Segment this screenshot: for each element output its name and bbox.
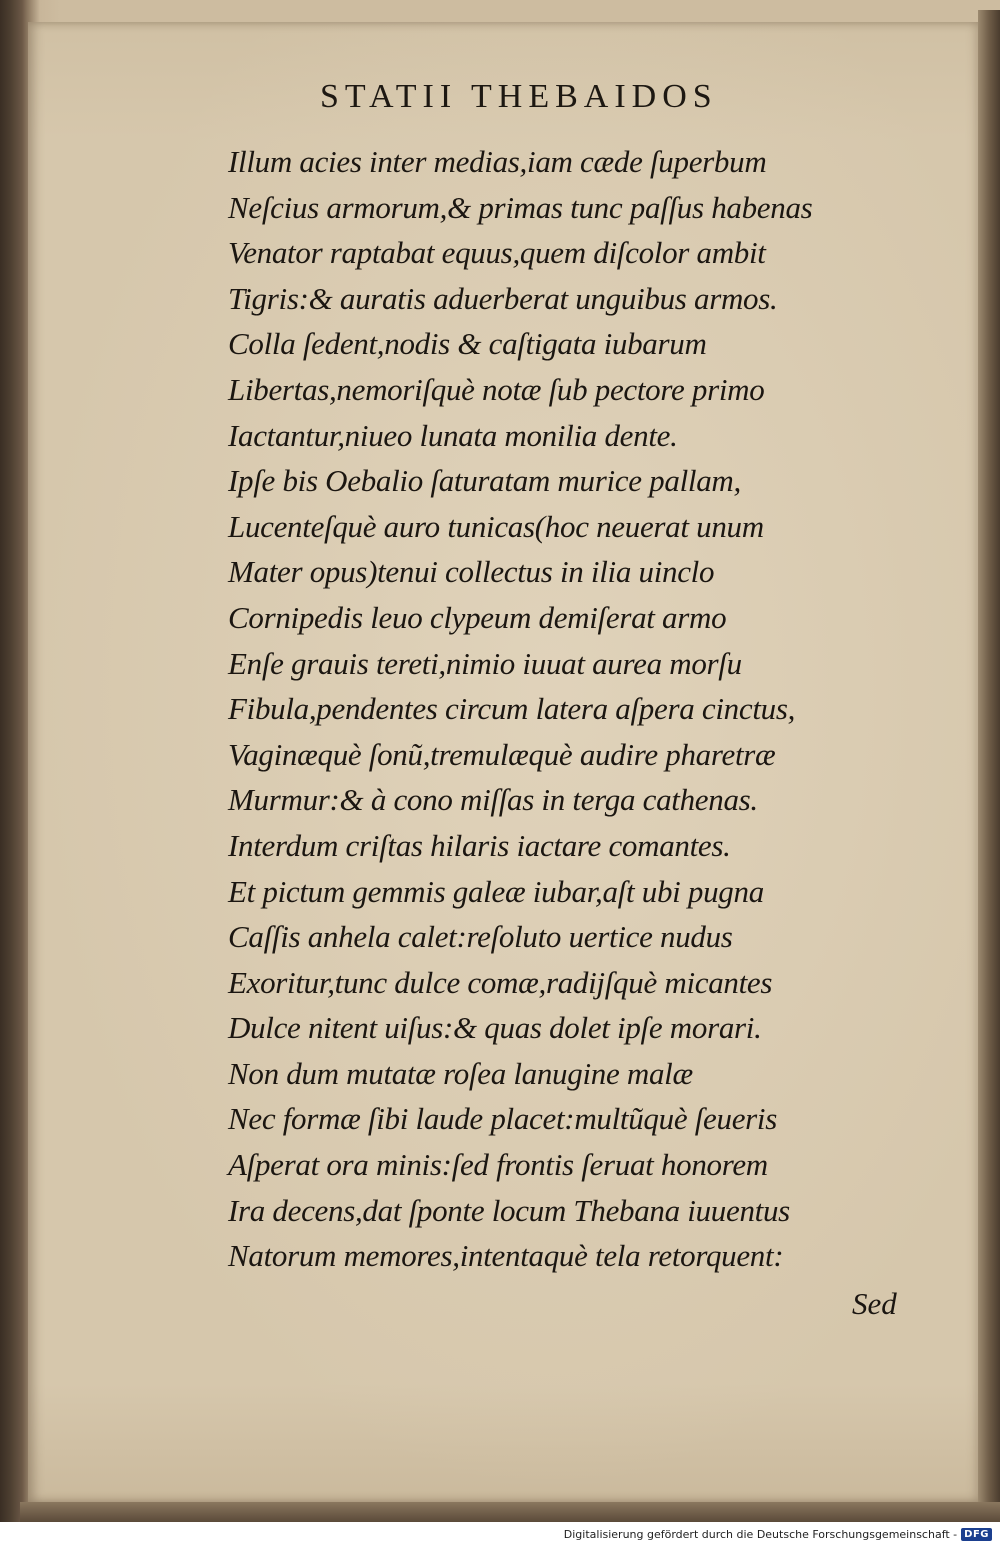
- verse-line: Exoritur,tunc dulce comæ,radijſquè micantes: [228, 964, 773, 1000]
- verse-line: Natorum memores,intentaquè tela retorquent:: [228, 1238, 784, 1274]
- verse-line: Fibula,pendentes circum latera aſpera cinctus,: [228, 691, 796, 727]
- footer-credit: Digitalisierung gefördert durch die Deutsche Forschungsgemeinschaft -: [563, 1527, 958, 1541]
- verse-line: Lucenteſquè auro tunicas(hoc neuerat unum: [228, 508, 764, 544]
- running-title: STATII THEBAIDOS: [320, 78, 718, 115]
- verse-line: Dulce nitent uiſus:& quas dolet ipſe morari.: [228, 1010, 762, 1046]
- verse-line: Aſperat ora minis:ſed frontis ſeruat honorem: [228, 1147, 768, 1183]
- verse-line: Illum acies inter medias,iam cæde ſuperbum: [228, 144, 767, 179]
- verse-line: Neſcius armorum,& primas tunc paſſus habenas: [228, 189, 813, 225]
- verse-line: Tigris:& auratis aduerberat unguibus armos.: [228, 280, 778, 316]
- verse-line: Libertas,nemoriſquè notæ ſub pectore primo: [228, 371, 765, 407]
- page-edge-bottom: [20, 1502, 1000, 1522]
- verse-line: Colla ſedent,nodis & caſtigata iubarum: [228, 326, 707, 362]
- digitization-footer: [564, 1526, 992, 1542]
- verse-line: Vaginæquè ſonũ,tremulæquè audire pharetræ: [228, 736, 776, 772]
- verse-line: Et pictum gemmis galeæ iubar,aſt ubi pugna: [228, 873, 764, 909]
- verse-line: Non dum mutatæ roſea lanugine malæ: [228, 1055, 693, 1091]
- verse-line: Enſe grauis tereti,nimio iuuat aurea morſu: [228, 645, 742, 681]
- verse-line: Iactantur,niueo lunata monilia dente.: [228, 417, 678, 453]
- verse-line: Venator raptabat equus,quem diſcolor ambit: [228, 235, 766, 271]
- catchword: Sed: [852, 1286, 897, 1321]
- verse-line: Mater opus)tenui collectus in ilia uinclo: [228, 554, 715, 590]
- verse-line: Ipſe bis Oebalio ſaturatam murice pallam,: [228, 463, 741, 499]
- verse-line: Cornipedis leuo clypeum demiſerat armo: [228, 599, 727, 635]
- verse-line: Ira decens,dat ſponte locum Thebana iuuentus: [228, 1192, 790, 1228]
- verse-block: [228, 139, 918, 1279]
- page-edge-right: [978, 10, 1000, 1515]
- dfg-logo-icon: DFG: [961, 1528, 992, 1541]
- verse-line: Nec formæ ſibi laude placet:multũquè ſeueris: [228, 1101, 778, 1137]
- verse-line: Murmur:& à cono miſſas in terga cathenas.: [228, 782, 758, 818]
- verse-line: Interdum criſtas hilaris iactare comantes.: [228, 827, 731, 863]
- verse-line: Caſſis anhela calet:reſoluto uertice nudus: [228, 919, 733, 955]
